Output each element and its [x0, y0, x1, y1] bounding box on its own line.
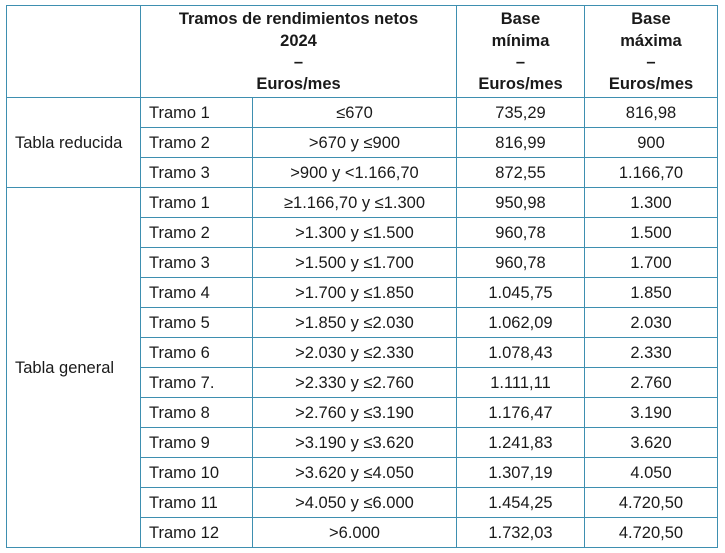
tramo-cell: Tramo 6	[141, 338, 253, 368]
base-minima-cell: 1.045,75	[457, 278, 585, 308]
header-line: 2024	[280, 31, 317, 50]
base-minima-cell: 735,29	[457, 98, 585, 128]
tramo-cell: Tramo 3	[141, 158, 253, 188]
header-line: Base	[500, 10, 541, 28]
rates-table-container	[6, 5, 718, 548]
base-minima-cell: 950,98	[457, 188, 585, 218]
base-minima-cell: 1.732,03	[457, 518, 585, 548]
rango-cell: >3.620 y ≤4.050	[253, 458, 457, 488]
base-minima-cell: 1.078,43	[457, 338, 585, 368]
header-line: –	[515, 53, 526, 71]
tramo-cell: Tramo 7.	[141, 368, 253, 398]
header-line: mínima	[491, 31, 550, 50]
base-minima-cell: 1.307,19	[457, 458, 585, 488]
tramo-cell: Tramo 12	[141, 518, 253, 548]
base-maxima-cell: 1.166,70	[585, 158, 718, 188]
rango-cell: >1.300 y ≤1.500	[253, 218, 457, 248]
base-maxima-cell: 4.050	[585, 458, 718, 488]
base-minima-cell: 960,78	[457, 248, 585, 278]
base-minima-cell: 1.454,25	[457, 488, 585, 518]
tramo-cell: Tramo 5	[141, 308, 253, 338]
rango-cell: >670 y ≤900	[253, 128, 457, 158]
header-line: máxima	[620, 31, 682, 50]
rango-cell: >1.850 y ≤2.030	[253, 308, 457, 338]
rango-cell: >6.000	[253, 518, 457, 548]
tramo-cell: Tramo 8	[141, 398, 253, 428]
rango-cell: >3.190 y ≤3.620	[253, 428, 457, 458]
base-maxima-cell: 1.500	[585, 218, 718, 248]
base-maxima-cell: 4.720,50	[585, 488, 718, 518]
rango-cell: ≤670	[253, 98, 457, 128]
rango-cell: >2.030 y ≤2.330	[253, 338, 457, 368]
header-line: Tramos de rendimientos netos	[178, 10, 419, 28]
group-label-tabla-general: Tabla general	[7, 188, 141, 548]
rango-cell: >2.760 y ≤3.190	[253, 398, 457, 428]
base-maxima-cell: 2.030	[585, 308, 718, 338]
base-maxima-cell: 2.760	[585, 368, 718, 398]
rango-cell: >1.500 y ≤1.700	[253, 248, 457, 278]
base-maxima-cell: 816,98	[585, 98, 718, 128]
tramo-cell: Tramo 2	[141, 218, 253, 248]
base-maxima-cell: 1.300	[585, 188, 718, 218]
header-line: Euros/mes	[256, 74, 341, 93]
tramo-cell: Tramo 4	[141, 278, 253, 308]
base-maxima-cell: 1.700	[585, 248, 718, 278]
header-line: Base	[631, 10, 671, 28]
header-base-maxima	[585, 6, 718, 98]
rango-cell: ≥1.166,70 y ≤1.300	[253, 188, 457, 218]
base-maxima-cell: 900	[585, 128, 718, 158]
base-minima-cell: 1.176,47	[457, 398, 585, 428]
base-maxima-cell: 3.620	[585, 428, 718, 458]
table-row	[7, 98, 718, 128]
base-maxima-cell: 1.850	[585, 278, 718, 308]
header-tramos-rendimientos	[141, 6, 457, 98]
base-maxima-cell: 4.720,50	[585, 518, 718, 548]
base-maxima-cell: 3.190	[585, 398, 718, 428]
rango-cell: >4.050 y ≤6.000	[253, 488, 457, 518]
header-line: –	[646, 53, 656, 71]
header-line: Euros/mes	[478, 74, 563, 93]
header-row	[7, 6, 718, 98]
base-minima-cell: 1.062,09	[457, 308, 585, 338]
base-minima-cell: 816,99	[457, 128, 585, 158]
base-minima-cell: 1.111,11	[457, 368, 585, 398]
tramo-cell: Tramo 1	[141, 188, 253, 218]
tramo-cell: Tramo 10	[141, 458, 253, 488]
base-minima-cell: 872,55	[457, 158, 585, 188]
tramo-cell: Tramo 3	[141, 248, 253, 278]
tramo-cell: Tramo 2	[141, 128, 253, 158]
header-corner-cell	[7, 6, 141, 98]
header-base-minima	[457, 6, 585, 98]
base-minima-cell: 1.241,83	[457, 428, 585, 458]
base-minima-cell: 960,78	[457, 218, 585, 248]
header-line: –	[293, 53, 304, 71]
tramo-cell: Tramo 1	[141, 98, 253, 128]
tramo-cell: Tramo 9	[141, 428, 253, 458]
table-row	[7, 188, 718, 218]
rates-table	[6, 5, 718, 548]
header-line: Euros/mes	[608, 74, 694, 93]
rango-cell: >900 y <1.166,70	[253, 158, 457, 188]
tramo-cell: Tramo 11	[141, 488, 253, 518]
rango-cell: >1.700 y ≤1.850	[253, 278, 457, 308]
rango-cell: >2.330 y ≤2.760	[253, 368, 457, 398]
group-label-tabla-reducida: Tabla reducida	[7, 98, 141, 188]
base-maxima-cell: 2.330	[585, 338, 718, 368]
